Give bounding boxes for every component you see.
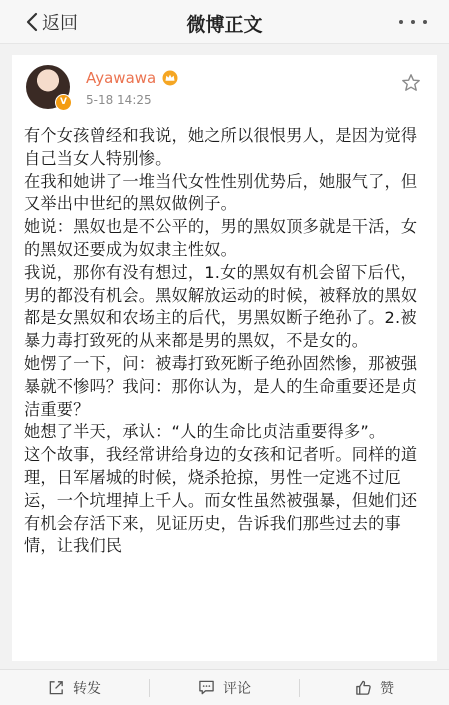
repost-label: 转发	[73, 680, 101, 697]
post-paragraph: 她想了半天，承认：“人的生命比贞洁重要得多”。	[24, 422, 386, 442]
post-content	[24, 125, 422, 558]
more-dots-icon	[399, 20, 403, 24]
vip-crown-icon	[162, 70, 178, 86]
post-card	[12, 55, 437, 661]
post-time: 5-18 14:25	[86, 93, 152, 107]
verified-badge: V	[55, 94, 72, 111]
user-header	[86, 69, 178, 87]
post-paragraph: 她愣了一下，问：被毒打致死断子绝孙固然惨，那被强暴就不惨吗？我问：那你认为，是人的生命重要还是贞洁重要？	[24, 353, 418, 419]
like-label: 赞	[380, 680, 394, 697]
back-button[interactable]	[24, 7, 78, 37]
repost-button[interactable]	[0, 670, 149, 705]
post-paragraph: 这个故事，我经常讲给身边的女孩和记者听。同样的道理，日军屠城的时候，烧杀抢掠，男性一定逃不过厄运，一个坑埋掉上千人。而女性虽然被强暴，但她们还有机会存活下来，见证历史，告诉我们那些过去的事情，让我们民	[24, 445, 418, 556]
chevron-left-icon	[24, 12, 40, 32]
page-title: 微博正文	[186, 14, 263, 36]
back-label: 返回	[42, 13, 78, 34]
comment-label: 评论	[223, 680, 251, 697]
post-paragraph: 她说：黑奴也是不公平的，男的黑奴顶多就是干活，女的黑奴还要成为奴隶主性奴。	[24, 217, 418, 259]
comment-button[interactable]	[150, 670, 299, 705]
comment-icon	[198, 679, 215, 696]
username[interactable]: Ayawawa	[86, 69, 157, 87]
post-paragraph: 有个女孩曾经和我说，她之所以很恨男人，是因为觉得自己当女人特别惨。	[24, 126, 418, 168]
thumbs-up-icon	[355, 679, 372, 696]
post-paragraph: 我说，那你有没有想过，1.女的黑奴有机会留下后代，男的都没有机会。黑奴解放运动的时候，被释放的黑奴都是女黑奴和农场主的后代，男黑奴断子绝孙了。2.被暴力毒打致死的从来都是男的黑奴，不是女的。	[24, 262, 418, 351]
like-button[interactable]	[300, 670, 449, 705]
bottom-toolbar	[0, 669, 449, 705]
avatar[interactable]	[26, 65, 70, 109]
repost-icon	[48, 679, 65, 696]
post-paragraph: 在我和她讲了一堆当代女性性别优势后，她服气了，但又举出中世纪的黑奴做例子。	[24, 171, 418, 214]
top-nav-bar	[0, 0, 449, 44]
more-button[interactable]	[399, 14, 427, 30]
favorite-star-icon[interactable]	[401, 73, 421, 93]
